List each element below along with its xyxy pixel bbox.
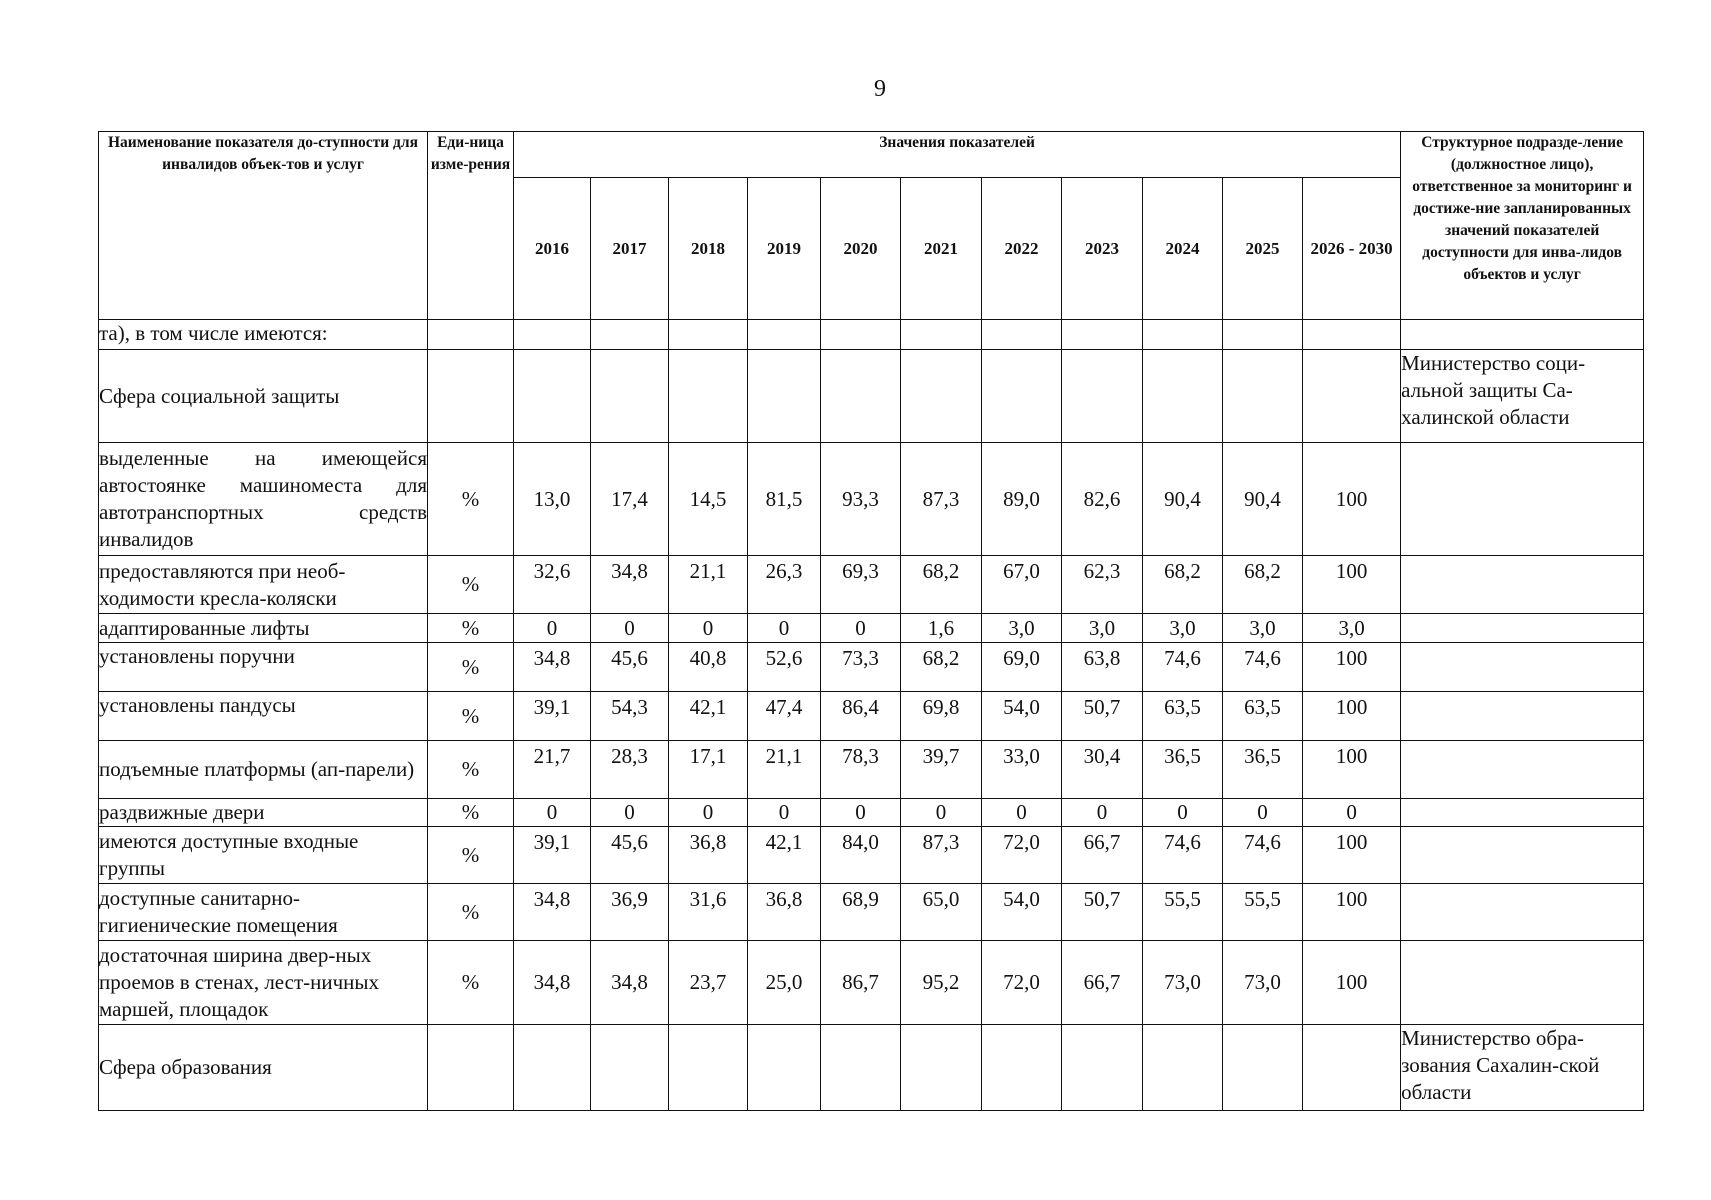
row-value: 3,0 <box>1062 614 1143 643</box>
row-value <box>821 320 901 350</box>
row-value: 65,0 <box>901 884 982 941</box>
row-value: 0 <box>982 799 1062 827</box>
header-year: 2020 <box>821 178 901 320</box>
row-value: 0 <box>514 799 591 827</box>
row-value: 0 <box>591 799 669 827</box>
row-value: 74,6 <box>1223 643 1303 692</box>
row-value: 0 <box>748 614 821 643</box>
row-value: 3,0 <box>1303 614 1401 643</box>
row-responsible <box>1401 320 1644 350</box>
row-value: 14,5 <box>669 443 748 556</box>
row-value: 78,3 <box>821 741 901 799</box>
header-year: 2016 <box>514 178 591 320</box>
row-name: достаточная ширина двер-ных проемов в стенах, лест-ничных маршей, площадок <box>99 941 428 1025</box>
row-value <box>901 320 982 350</box>
row-value: 90,4 <box>1223 443 1303 556</box>
row-value <box>982 320 1062 350</box>
row-value: 23,7 <box>669 941 748 1025</box>
row-responsible <box>1401 884 1644 941</box>
row-value: 34,8 <box>514 884 591 941</box>
accessibility-indicators-table <box>98 131 1644 1111</box>
row-value: 0 <box>1303 799 1401 827</box>
row-value: 0 <box>514 614 591 643</box>
row-value: 0 <box>669 614 748 643</box>
row-value <box>1223 320 1303 350</box>
row-value: 50,7 <box>1062 692 1143 741</box>
row-value: 0 <box>1062 799 1143 827</box>
row-value: 72,0 <box>982 941 1062 1025</box>
row-value: 28,3 <box>591 741 669 799</box>
row-value: 63,5 <box>1223 692 1303 741</box>
row-responsible <box>1401 799 1644 827</box>
header-year: 2024 <box>1143 178 1223 320</box>
page-number: 9 <box>874 76 886 102</box>
row-responsible <box>1401 692 1644 741</box>
row-value: 73,0 <box>1143 941 1223 1025</box>
row-value: 0 <box>1143 799 1223 827</box>
row-value: 36,8 <box>748 884 821 941</box>
row-value: 95,2 <box>901 941 982 1025</box>
row-value: 89,0 <box>982 443 1062 556</box>
row-value <box>1143 1025 1223 1111</box>
row-value: 42,1 <box>669 692 748 741</box>
row-value: 87,3 <box>901 827 982 884</box>
row-value: 47,4 <box>748 692 821 741</box>
row-value <box>748 350 821 443</box>
header-year: 2019 <box>748 178 821 320</box>
row-value <box>748 1025 821 1111</box>
row-value <box>821 1025 901 1111</box>
row-responsible <box>1401 443 1644 556</box>
row-value <box>821 350 901 443</box>
row-value: 0 <box>821 799 901 827</box>
row-name: Сфера образования <box>99 1025 428 1111</box>
row-unit: % <box>428 799 514 827</box>
row-value: 74,6 <box>1143 827 1223 884</box>
row-value: 54,3 <box>591 692 669 741</box>
header-unit: Еди-ница изме-рения <box>428 132 514 320</box>
row-name: адаптированные лифты <box>99 614 428 643</box>
row-value: 17,4 <box>591 443 669 556</box>
row-value <box>982 1025 1062 1111</box>
row-value: 0 <box>821 614 901 643</box>
row-name: установлены пандусы <box>99 692 428 741</box>
row-value: 100 <box>1303 884 1401 941</box>
row-value: 34,8 <box>514 941 591 1025</box>
row-value <box>1303 350 1401 443</box>
row-unit: % <box>428 941 514 1025</box>
row-value <box>1303 1025 1401 1111</box>
row-unit <box>428 320 514 350</box>
header-year: 2023 <box>1062 178 1143 320</box>
row-value: 68,2 <box>1143 556 1223 614</box>
row-value: 34,8 <box>591 941 669 1025</box>
row-value: 100 <box>1303 556 1401 614</box>
row-value: 34,8 <box>514 643 591 692</box>
row-value: 52,6 <box>748 643 821 692</box>
row-responsible <box>1401 741 1644 799</box>
row-value <box>669 1025 748 1111</box>
row-unit <box>428 350 514 443</box>
row-unit: % <box>428 614 514 643</box>
row-value: 36,5 <box>1223 741 1303 799</box>
row-value: 0 <box>748 799 821 827</box>
row-name: Сфера социальной защиты <box>99 350 428 443</box>
row-value: 40,8 <box>669 643 748 692</box>
row-value: 73,3 <box>821 643 901 692</box>
row-value: 67,0 <box>982 556 1062 614</box>
row-responsible <box>1401 941 1644 1025</box>
row-unit: % <box>428 643 514 692</box>
row-value: 69,8 <box>901 692 982 741</box>
row-value: 3,0 <box>1143 614 1223 643</box>
row-value: 34,8 <box>591 556 669 614</box>
row-value: 84,0 <box>821 827 901 884</box>
row-value: 31,6 <box>669 884 748 941</box>
row-value: 63,5 <box>1143 692 1223 741</box>
row-value: 17,1 <box>669 741 748 799</box>
row-value: 100 <box>1303 741 1401 799</box>
row-value: 93,3 <box>821 443 901 556</box>
row-value: 54,0 <box>982 692 1062 741</box>
row-value: 25,0 <box>748 941 821 1025</box>
row-value: 69,3 <box>821 556 901 614</box>
row-responsible: Министерство обра-зования Сахалин-ской области <box>1401 1025 1644 1111</box>
row-value: 72,0 <box>982 827 1062 884</box>
row-value: 1,6 <box>901 614 982 643</box>
row-value: 90,4 <box>1143 443 1223 556</box>
row-name: имеются доступные входные группы <box>99 827 428 884</box>
row-value: 13,0 <box>514 443 591 556</box>
row-value: 100 <box>1303 941 1401 1025</box>
row-responsible <box>1401 643 1644 692</box>
row-value: 81,5 <box>748 443 821 556</box>
row-value <box>669 320 748 350</box>
row-value: 100 <box>1303 692 1401 741</box>
header-year: 2025 <box>1223 178 1303 320</box>
header-indicator-name: Наименование показателя до-ступности для инвалидов объек-тов и услуг <box>99 132 428 320</box>
row-value <box>1223 350 1303 443</box>
row-name: раздвижные двери <box>99 799 428 827</box>
row-name: предоставляются при необ-ходимости кресла-коляски <box>99 556 428 614</box>
row-value: 54,0 <box>982 884 1062 941</box>
row-responsible <box>1401 614 1644 643</box>
row-value: 66,7 <box>1062 941 1143 1025</box>
row-value <box>1223 1025 1303 1111</box>
row-value: 3,0 <box>1223 614 1303 643</box>
row-value: 39,1 <box>514 827 591 884</box>
row-value <box>591 320 669 350</box>
row-value <box>514 1025 591 1111</box>
row-responsible <box>1401 556 1644 614</box>
row-value: 39,7 <box>901 741 982 799</box>
header-year: 2017 <box>591 178 669 320</box>
row-value: 0 <box>669 799 748 827</box>
row-value: 68,9 <box>821 884 901 941</box>
row-value: 3,0 <box>982 614 1062 643</box>
header-year: 2021 <box>901 178 982 320</box>
header-year: 2026 - 2030 <box>1303 178 1401 320</box>
table-body <box>99 320 1644 1111</box>
row-unit: % <box>428 884 514 941</box>
row-value: 86,4 <box>821 692 901 741</box>
row-name: установлены поручни <box>99 643 428 692</box>
row-value: 74,6 <box>1223 827 1303 884</box>
row-name: выделенные на имеющейся автостоянке машиноместа для автотранспортных средств инвалидов <box>99 443 428 556</box>
row-value: 66,7 <box>1062 827 1143 884</box>
row-value: 0 <box>591 614 669 643</box>
header-year: 2022 <box>982 178 1062 320</box>
row-value <box>514 350 591 443</box>
row-value: 68,2 <box>1223 556 1303 614</box>
row-value <box>1062 1025 1143 1111</box>
row-value <box>1143 320 1223 350</box>
row-value: 63,8 <box>1062 643 1143 692</box>
row-value: 74,6 <box>1143 643 1223 692</box>
row-value: 82,6 <box>1062 443 1143 556</box>
row-value <box>1303 320 1401 350</box>
row-value <box>901 350 982 443</box>
row-name: подъемные платформы (ап-парели) <box>99 741 428 799</box>
header-values-group: Значения показателей <box>514 132 1401 178</box>
row-value: 100 <box>1303 443 1401 556</box>
row-value <box>901 1025 982 1111</box>
row-value: 21,1 <box>669 556 748 614</box>
row-value: 33,0 <box>982 741 1062 799</box>
row-value: 100 <box>1303 643 1401 692</box>
row-responsible: Министерство соци-альной защиты Са-халинской области <box>1401 350 1644 443</box>
row-value <box>1062 320 1143 350</box>
row-value: 21,1 <box>748 741 821 799</box>
row-name: та), в том числе имеются: <box>99 320 428 350</box>
row-value: 55,5 <box>1223 884 1303 941</box>
row-unit: % <box>428 827 514 884</box>
row-value: 36,9 <box>591 884 669 941</box>
row-value: 42,1 <box>748 827 821 884</box>
row-value: 0 <box>1223 799 1303 827</box>
row-value: 87,3 <box>901 443 982 556</box>
row-value <box>982 350 1062 443</box>
row-value: 32,6 <box>514 556 591 614</box>
row-value: 36,8 <box>669 827 748 884</box>
row-unit <box>428 1025 514 1111</box>
row-value: 100 <box>1303 827 1401 884</box>
row-value: 21,7 <box>514 741 591 799</box>
row-responsible <box>1401 827 1644 884</box>
row-value: 86,7 <box>821 941 901 1025</box>
row-value: 55,5 <box>1143 884 1223 941</box>
row-unit: % <box>428 692 514 741</box>
row-value: 45,6 <box>591 643 669 692</box>
row-value: 36,5 <box>1143 741 1223 799</box>
row-value <box>514 320 591 350</box>
table-header <box>99 132 1644 320</box>
row-value: 50,7 <box>1062 884 1143 941</box>
row-value: 26,3 <box>748 556 821 614</box>
row-value: 0 <box>901 799 982 827</box>
row-unit: % <box>428 443 514 556</box>
row-unit: % <box>428 741 514 799</box>
row-name: доступные санитарно-гигиенические помещения <box>99 884 428 941</box>
row-value: 62,3 <box>1062 556 1143 614</box>
header-year: 2018 <box>669 178 748 320</box>
header-responsible: Структурное подразде-ление (должностное лицо), ответственное за мониторинг и достиже-ние запланированных значений показателей доступности для инва-лидов объектов и услуг <box>1401 132 1644 320</box>
row-value <box>1143 350 1223 443</box>
row-value: 73,0 <box>1223 941 1303 1025</box>
row-value <box>1062 350 1143 443</box>
row-unit: % <box>428 556 514 614</box>
row-value: 69,0 <box>982 643 1062 692</box>
row-value: 39,1 <box>514 692 591 741</box>
row-value <box>591 1025 669 1111</box>
row-value <box>591 350 669 443</box>
row-value: 68,2 <box>901 643 982 692</box>
row-value: 30,4 <box>1062 741 1143 799</box>
row-value: 45,6 <box>591 827 669 884</box>
row-value: 68,2 <box>901 556 982 614</box>
row-value <box>748 320 821 350</box>
row-value <box>669 350 748 443</box>
